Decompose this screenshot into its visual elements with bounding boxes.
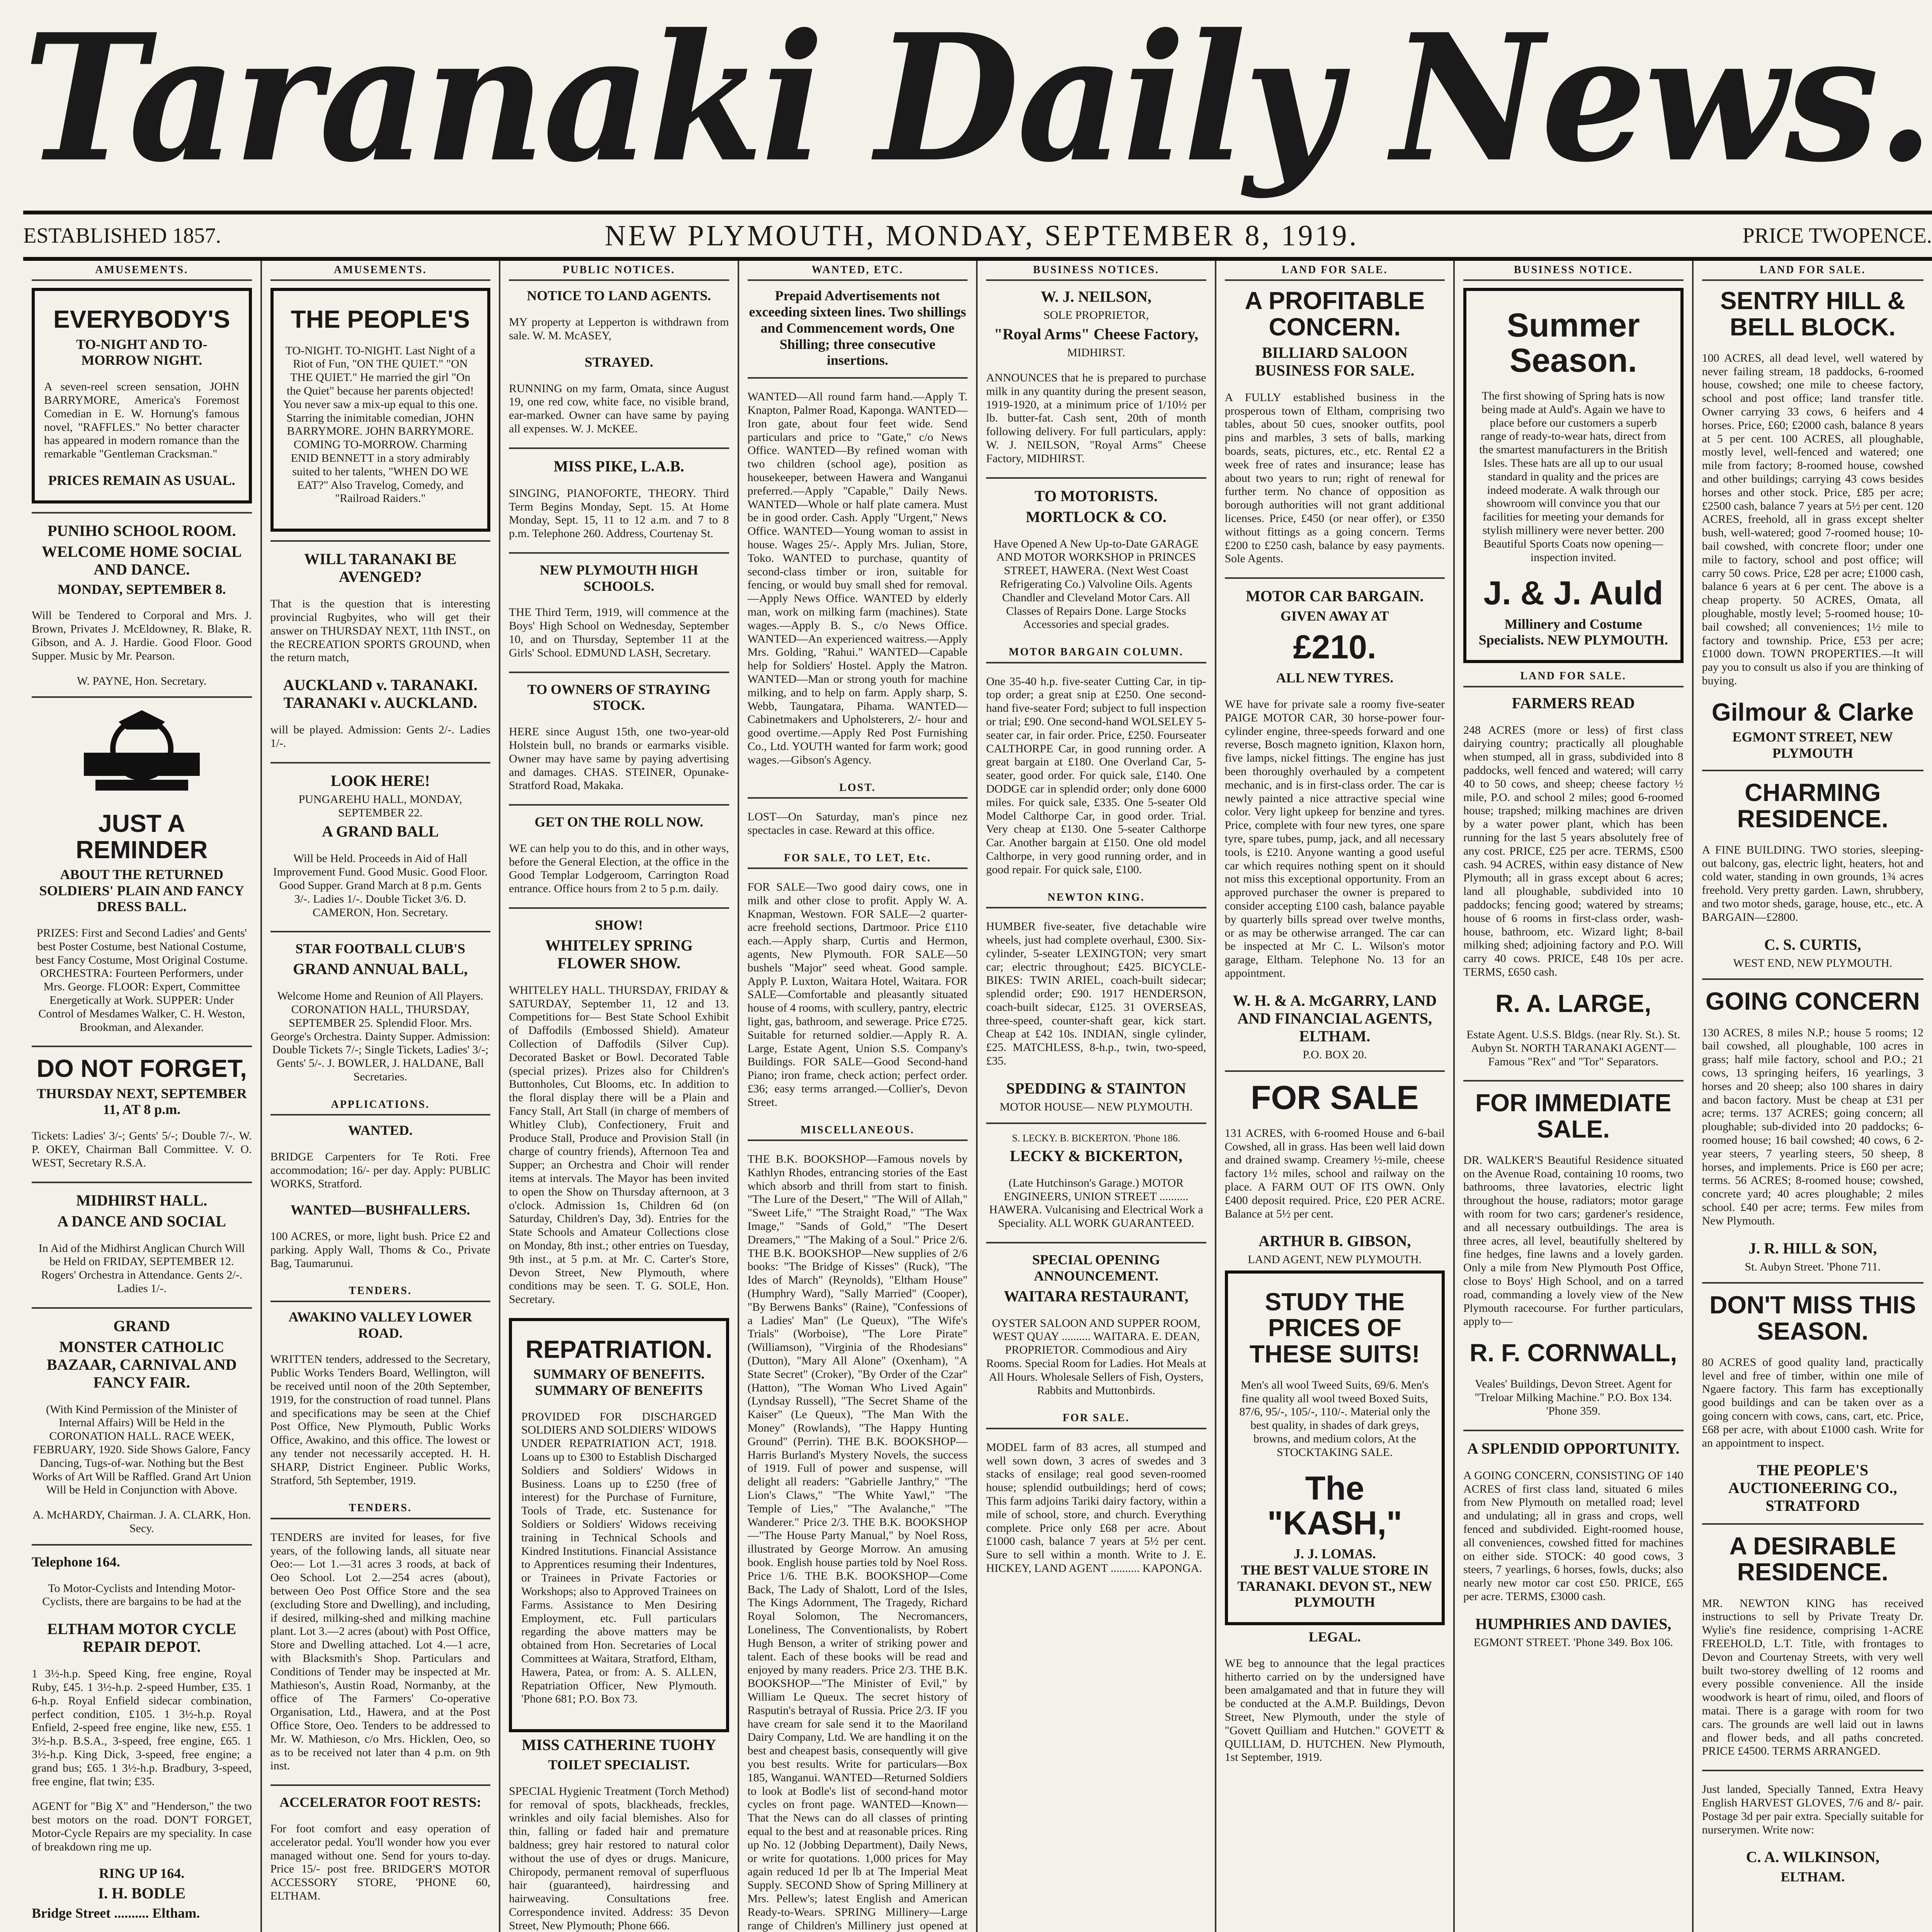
cornwall-body: Veales' Buildings, Devon Street. Agent for "Treloar Milking Machine." P.O. Box 134. 'Phone 359. (1475, 1378, 1672, 1417)
forsale-title: FOR SALE (1250, 1079, 1419, 1116)
section-heading: AMUSEMENTS. (270, 261, 491, 281)
section-heading: AMUSEMENTS. (32, 261, 252, 281)
auld-title: J. & J. Auld (1483, 575, 1663, 612)
bushfallers-heading: WANTED—BUSHFALLERS. (291, 1202, 470, 1218)
strayed-body: RUNNING on my farm, Omata, since August 19, one red cow, white face, no visible brand, ear-marked. Owner can have same by paying all expenses. W. J. McKEE. (509, 382, 729, 435)
legal-body: WE beg to announce that the legal practices hitherto carried on by the undersigned have been amalgamated and that in future they will be conducted at the A.M.P. Buildings, Devon Street, New Plymouth, under the style of "Govett Quilliam and Hutchen." GOVETT & QUILLIAM, D. HUTCHEN. New Plymouth, 1st September, 1919. (1225, 1656, 1445, 1764)
column-4 (739, 261, 978, 1932)
dnf-date: THURSDAY NEXT, SEPTEMBER 11, AT 8 p.m. (36, 1085, 247, 1117)
sentry-title: SENTRY HILL & BELL BLOCK. (1720, 287, 1905, 341)
eltham-signature: I. H. BODLE (98, 1884, 186, 1902)
strayed-heading: STRAYED. (584, 354, 653, 370)
puniho-date: MONDAY, SEPTEMBER 8. (58, 581, 226, 597)
columns (23, 261, 1932, 1932)
summer-title: Summer Season. (1507, 307, 1640, 379)
bargain-body: One 35-40 h.p. five-seater Cutting Car, in tip-top order; a great snip at £250. One second-hand five-seater Ford; subject to full inspection or trial; £90. One second-hand WOLSELEY 5-seater car, in fair order. Price, £250. Fourseater CALTHORPE Car, in good running order. A great bargain at £180. One Overland Car, 5-seater, good order. For quick sale, £140. One DODGE car in splendid order; only done 6000 miles. For quick sale, £335. One 5-seater Old Model Calthorpe Car, in good order. Trial. Very cheap at £130. One 5-seater Calthorpe Car. Another bargain at £150. One old model Calthorpe, in very good running order, and in good repair. For quick sale, £100. (986, 675, 1206, 876)
hickey-body: MODEL farm of 83 acres, all stumped and well sown down, 3 acres of swedes and 3 stacks of ensilage; real good seven-roomed house; splendid outbuildings; herd of cows; This farm adjoins Tariki dairy factory, within a mile of school, store, and church. Everything complete. Price only £68 per acre. About £1000 cash, balance 7 years at 5½ per cent. Sure to sell within a month. Write to J. E. HICKEY, LAND AGENT .......... KAPONGA. (986, 1440, 1206, 1575)
section-heading: MOTOR BARGAIN COLUMN. (986, 643, 1206, 663)
everybodys-ad (32, 288, 252, 503)
puniho-signature: W. PAYNE, Hon. Secretary. (77, 674, 207, 687)
immediate-body: DR. WALKER'S Beautiful Residence situated on the Avenue Road, containing 10 rooms, two bathrooms, three lavatories, electric light throughout the house, radiators; motor garage with room for two cars; gardener's residence, and all necessary outbuildings. The area is three acres, all level, beautifully sheltered by fine hedges, fine lawns and a lovely garden. Only a mile from New Plymouth Post Office, close to Boys' High School, and on a tarred road, commanding a lovely view of the New Plymouth racecourse. For further particulars, apply to— (1463, 1153, 1684, 1328)
motorcar-price: £210. (1293, 628, 1376, 666)
prepaid-notice: Prepaid Advertisements not exceeding sixteen lines. Two shillings and Commencement words, One Shilling; three consecutive insertions. (749, 288, 966, 368)
column-1 (23, 261, 262, 1932)
auld-ad (1463, 288, 1684, 663)
dnf-body: Tickets: Ladies' 3/-; Gents' 5/-; Double 7/-. W. P. OKEY, Chairman Ball Committee. V. O. WEST, Secretary R.S.A. (32, 1129, 252, 1169)
accelerator-body: For foot comfort and easy operation of accelerator pedal. You'll wonder how you ever managed without one. Send for yours to-day. Price 15/- post free. BRIDGER'S MOTOR ACCESSORY STORE, 'PHONE 60, ELTHAM. (270, 1822, 490, 1902)
miss-pike-body: SINGING, PIANOFORTE, THEORY. Third Term Begins Monday, Sept. 15. At Home Monday, Sept. 15, 11 to 12 a.m. and 7 to 8 p.m. Telephone 260. Address, Courtenay St. (509, 486, 729, 540)
spedding-title: SPEDDING & STAINTON (1006, 1079, 1186, 1097)
desirable-body: MR. NEWTON KING has received instructions to sell by Private Treaty Dr. Wylie's fine residence, comprising 1-ACRE FREEHOLD, L.T. Title, with frontages to Devon and Courtenay Streets, with very well built two-storey dwelling of 12 rooms and every possible convenience. All the inside woodwork is heart of rimu, oiled, and floors of matai. There is a garage with room for two cars. The grounds are well laid out in lawns and flower beds, and all paths concreted. PRICE £4500. TERMS ARRANGED. (1702, 1597, 1923, 1758)
land-agents-body: MY property at Lepperton is withdrawn from sale. W. M. McASEY, (509, 316, 729, 342)
masthead-word-1: Taranaki (23, 0, 822, 201)
repatriation-ad (509, 1318, 729, 1732)
tuohy-title: MISS CATHERINE TUOHY (522, 1736, 716, 1754)
going-title: GOING CONCERN (1705, 987, 1920, 1015)
section-heading: BUSINESS NOTICE. (1463, 261, 1684, 281)
peoples-ad (270, 288, 491, 532)
star-club: STAR FOOTBALL CLUB'S (295, 941, 465, 957)
splendid-body: A GOING CONCERN, CONSISTING OF 140 ACRES of first class land, situated 6 miles from New Plymouth on metalled road; level and undulating; all in grass and crops, well fenced and subdivided. Eight-roomed house, all conveniences, cowshed fitted for machines on either side. STOCK: 40 good cows, 3 steers, 7 yearlings, 6 horses, fowls, ducks; also nearly new motor car cost £50. PRICE, £65 per acre. TERMS, £3000 cash. (1463, 1469, 1684, 1603)
auld-body: Millinery and Costume Specialists. NEW PLYMOUTH. (1478, 616, 1668, 648)
straying-stock-heading: TO OWNERS OF STRAYING STOCK. (527, 681, 711, 713)
awakino-heading: AWAKINO VALLEY LOWER ROAD. (288, 1309, 472, 1341)
section-heading: LAND FOR SALE. (1463, 667, 1684, 687)
section-heading: TENDERS. (270, 1282, 491, 1302)
awakino-body: WRITTEN tenders, addressed to the Secretary, Public Works Tenders Board, Wellington, will be received until noon of the 20th September, 1919, for the construction of road tunnel. Plans and specifications may be seen at the Chief Post Office, New Plymouth, Public Works Office, Awakino, and this office. The lowest or any tender not necessarily accepted. H. H. SHARP, District Engineer. Public Works, Stratford, 5th September, 1919. (270, 1353, 490, 1487)
special-heading: SPECIAL OPENING ANNOUNCEMENT. (1032, 1252, 1160, 1284)
will-taranaki-title: WILL TARANAKI BE AVENGED? (304, 550, 457, 586)
grand-ball-body: Will be Held. Proceeds in Aid of Hall Improvement Fund. Good Music. Good Floor. Good Supper. Grand March at 8 p.m. Gents 3/-. Ladies 1/-. Double Ticket 3/6. D. CAMERON, Hon. Secretary. (273, 852, 488, 919)
roll-body: WE can help you to do this, and in other ways, before the General Election, at the office in the Good Templar Lodgeroom, Carrington Road entrance. Office hours from 2 to 5 p.m. daily. (509, 842, 729, 895)
section-heading: BUSINESS NOTICES. (986, 261, 1206, 281)
forsale-body: FOR SALE—Two good dairy cows, one in milk and other close to profit. Apply W. A. Knapman, Westown. FOR SALE—2 quarter-acre freehold sections, Dartmoor. Price £110 each.—Apply sharp, Curtis and Hermon, agents, New Plymouth. FOR SALE—50 bushels "Major" seed wheat. Good sample. Apply P. Luxton, Waitara Hotel, Waitara. FOR SALE—Comfortable and pleasantly situated house of 4 rooms, with scullery, pantry, electric light, gas, bathroom, and sewerage. Price £725. Suitable for returned soldier.—Apply R. A. Large, Estate Agent, Union S.S. Company's Buildings. FOR SALE—Good Second-hand Piano; iron frame, check action; perfect order. £36; easy terms arranged.—Collier's, Devon Street. (747, 881, 968, 1109)
farmers-body: 248 ACRES (more or less) of first class dairying country; practically all ploughable when stumped, all in grass, subdivided into 8 paddocks, well fenced and watered; will carry 40 to 50 cows, and sheep; cheese factory ½ mile, P.O. and school 2 miles; good 6-roomed house; trapshed; milking machines are driven by a water power plant, which has been running for the last 5 years absolutely free of any cost. PRICE, £25 per acre. TERMS, £500 cash. 94 ACRES, within easy distance of New Plymouth; all in grass except about 6 acres; land all ploughable, subdivided into 10 paddocks; fencing good; watered by streams; house of 6 rooms in first-class order, wash-house, bathroom, etc. Wizard light; 8-bail milking shed; adjoining factory and P.O. Will carry 40 cows. PRICE, £48 10s per acre. TERMS, £650 cash. (1463, 723, 1684, 979)
masthead-word-3: News. (1391, 0, 1932, 201)
hill-title: J. R. HILL & SON, (1748, 1239, 1877, 1257)
bushfallers-body: 100 ACRES, or more, light bush. Price £2 and parking. Apply Wall, Thoms & Co., Private Bag, Taumarunui. (270, 1230, 490, 1270)
eltham-ring: RING UP 164. (99, 1865, 185, 1881)
waitara-body: OYSTER SALOON AND SUPPER ROOM, WEST QUAY .......... WAITARA. E. DEAN, PROPRIETOR. Commodious and Airy Rooms. Special Room for Ladies. Hot Meals at All Hours. Wholesale Sellers of Fish, Oysters, Rabbits and Muttonbirds. (986, 1316, 1206, 1397)
give-away: GIVEN AWAY AT (1280, 608, 1389, 624)
kash-title: The "KASH," (1267, 1469, 1402, 1542)
ad-body: TO-NIGHT. TO-NIGHT. Last Night of a Riot of Fun, "ON THE QUIET." "ON THE QUIET." He married the girl "On the Quiet" because her parents objected! You never saw a mix-up equal to this one. Starring the inimitable comedian, JOHN BARRYMORE. JOHN BARRYMORE. COMING TO-MORROW. Charming ENID BENNETT in a story admirably suited to her talents, "WHEN DO WE EAT?" Also Travelog, Comedy, and "Railroad Raiders." (283, 344, 478, 505)
wanted-body: BRIDGE Carpenters for Te Roti. Free accommodation; 16/- per day. Apply: PUBLIC WORKS, Stratford. (270, 1150, 490, 1190)
will-taranaki-admission: will be played. Admission: Gents 2/-. Ladies 1/-. (270, 723, 490, 750)
rsa-badge-icon (72, 706, 211, 803)
tuohy-body: SPECIAL Hygienic Treatment (Torch Method) for removal of spots, blackheads, freckles, wrinkles and oily facial blemishes. Also for thin, falling or faded hair and premature baldness; grey hair restored to natural color without the use of dyes or drugs. Manicure, Chiropody, permanent removal of superfluous hair (guaranteed), hairdressing and hairweaving. Consultations free. Correspondence invited. Address: 35 Devon Street, New Plymouth; Phone 666. (509, 1784, 729, 1932)
section-heading: WANTED, ETC. (748, 261, 968, 281)
charming-body: A FINE BUILDING. TWO stories, sleeping-out balcony, gas, electric light, heaters, hot and cold water, standing in own grounds, 1¾ acres freehold. Very pretty garden. Lawn, shrubbery, and two motor sheds, garage, house, etc., etc. A BARGAIN—£2800. (1702, 843, 1923, 923)
dontmiss-title: DON'T MISS THIS SEASON. (1709, 1291, 1916, 1345)
gloves-body: Just landed, Specially Tanned, Extra Heavy English HARVEST GLOVES, 7/6 and 8/- pair. Postage 3d per pair extra. Specially suitable for nurserymen. Write now: (1702, 1783, 1923, 1836)
whiteley-title: WHITELEY SPRING FLOWER SHOW. (545, 936, 693, 972)
neilson-name: W. J. NEILSON, (1041, 288, 1151, 306)
mortlock-title: MORTLOCK & CO. (1026, 508, 1167, 526)
straying-stock-body: HERE since August 15th, one two-year-old Holstein bull, no brands or earmarks visible. Owner may have same by paying advertising and damages. CHAS. STEINER, Opunake-Stratford Road, Makaka. (509, 725, 729, 792)
accelerator-heading: ACCELERATOR FOOT RESTS: (279, 1794, 481, 1810)
section-heading: FOR SALE. (986, 1409, 1206, 1429)
charming-title: CHARMING RESIDENCE. (1737, 779, 1888, 833)
eltham-agent: AGENT for "Big X" and "Henderson," the two best motors on the road. DON'T FORGET, Motor-Cycle Repairs are my speciality. In case of breakdown ring me up. (32, 1800, 252, 1853)
going-body: 130 ACRES, 8 miles N.P.; house 5 rooms; 12 bail cowshed, all ploughable, 100 acres in grass; half mile factory, school and P.O.; 21 cows, 13 springing heifers, 16 yearlings, 3 horses and 20 sheep; also 100 shares in dairy and bacon factory. Must be cheap at £31 per acre; terms. 137 ACRES; going concern; all ploughable; sub-divided into 20 paddocks; 6-roomed house; 16 bail cowshed; 40 cows, 6 2-year steers, 7 yearling steers, 50 sheep, 8 horses, and implements. Price is £60 per acre; terms. 56 ACRES; 8-roomed house; cowshed, concrete yard; 40 acres ploughable; 2 miles school. £40 per acre; terms. Few miles from New Plymouth. (1702, 1026, 1923, 1227)
gilmour-title: Gilmour & Clarke (1711, 698, 1914, 726)
curtis-title: C. S. CURTIS, (1764, 935, 1861, 953)
midhirst-body: In Aid of the Midhirst Anglican Church Will be Held on FRIDAY, SEPTEMBER 12. Rogers' Orchestra in Attendance. Gents 2/-. Ladies 1/-. (38, 1242, 245, 1295)
gilmour-body: EGMONT STREET, NEW PLYMOUTH (1732, 729, 1893, 761)
miss-pike-title: MISS PIKE, L.A.B. (553, 457, 684, 475)
neilson-role: SOLE PROPRIETOR, (1043, 309, 1149, 322)
puniho-title: WELCOME HOME SOCIAL AND DANCE. (41, 543, 242, 578)
eltham-address: Bridge Street .......... Eltham. (32, 1905, 200, 1921)
dontmiss-body: 80 ACRES of good quality land, practically level and free of timber, within one mile of Ngaere factory. This farm has exceptionally good buildings and can be taken over as a going concern with cows, cans, cart, etc. Price, £68 per acre, with about £1000 cash. Write for an appointment to inspect. (1702, 1355, 1923, 1449)
new-tyres: ALL NEW TYRES. (1276, 670, 1394, 686)
lecky-signatures: S. LECKY. B. BICKERTON. 'Phone 186. (1012, 1132, 1180, 1144)
high-schools-body: THE Third Term, 1919, will commence at the Boys' High School on Wednesday, September 10, and on Thursday, September 11 at the Girls' School. EDMUND LASH, Secretary. (509, 606, 729, 659)
oeo-tenders-body: TENDERS are invited for leases, for five years, of the following lands, all situate near Oeo:— Lot 1.—31 acres 3 roods, at back of Oeo School. Lot 2.—254 acres (about), between Oeo Post Office Store and the sea (excluding Store and Dwelling), and including, if desired, milking-shed and milking machine plant. Lot 3.—2 acres (about) with Post Office, Store and Dwelling attached. Lot 4.—1 acre, with Blacksmith's Shop. Particulars and Conditions of Tender may be inspected at Mr. Mathieson's, Austin Road, Normanby, at the office of The Farmers' Co-operative Organisation, Ltd., Hawera, and at the Post Office Store, Oeo. Tenders to be addressed to Mr. W. Mathieson, c/o Mrs. Hicklen, Oeo, so as to be received not later than 4 p.m. on 9th inst. (270, 1531, 490, 1772)
motorcar-body: WE have for private sale a roomy five-seater PAIGE MOTOR CAR, 30 horse-power four-cylinder engine, three-speeds forward and one reverse, Bosch magneto ignition, Klaxon horn, five lamps, nickel fittings. The engine has just been thoroughly overhauled by a competent mechanic, and is in first-class order. The car is newly painted a nice attractive special wine color. Very light upkeep for benzine and tyres. Price, complete with four new tyres, one spare tyre, spare tubes, pump, jack, and all necessary tools, is £210. Anyone wanting a good useful car which requires nothing spent on it should not miss this exceptional opportunity. From an approved purchaser the owner is prepared to consider accepting £100 cash, balance payable by quarterly bills spread over twelve months, or as may be otherwise arranged. The car can be inspected at Mr C. L. Wilson's motor garage, Eltham. Telephone No. 13 for an appointment. (1225, 698, 1445, 980)
study-body: Men's all wool Tweed Suits, 69/6. Men's fine quality all wool tweed Boxed Suits, 87/6, 95/-, 105/-, 110/-. Material only the best quality, in shades of dark greys, browns, and medium colors, At the STOCKTAKING SALE. (1239, 1378, 1430, 1459)
lecky-title: LECKY & BICKERTON, (1010, 1147, 1182, 1165)
midhirst-heading: MIDHIRST HALL. (76, 1191, 207, 1209)
reminder-prizes: PRIZES: First and Second Ladies' and Gents' best Poster Costume, best National Costume, best Fancy Costume, Most Original Costume. ORCHESTRA: Fourteen Performers, under Mrs. George. FLOOR: Expert, Committee Energetically at Work. SUPPER: Under Control of Mesdames Walker, C. H. Weston, Brookman, and Alexander. (36, 927, 248, 1034)
wanted-heading: WANTED. (348, 1122, 413, 1138)
kash-ad (1225, 1270, 1445, 1625)
neilson-body: ANNOUNCES that he is prepared to purchase milk in any quantity during the present season, 1919-1920, at a minimum price of 1/10½ per lb. butter-fat. Cash sent, 20th of month following delivery. For full particulars, apply: W. J. NEILSON, "Royal Arms" Cheese Factory, MIDHIRST. (986, 371, 1206, 465)
ad-title: THE PEOPLE'S (291, 305, 470, 333)
section-heading: LAND FOR SALE. (1702, 261, 1924, 281)
miscellaneous-body: THE B.K. BOOKSHOP—Famous novels by Kathlyn Rhodes, entrancing stories of the East which absorb and thrill from start to finish. "The Lure of the Desert," "The Will of Allah," "Sweet Life," "The Straight Road," "The Wax Image," "Sands of Gold," "The Desert Dreamers," "The Making of a Soul." Price 2/6. THE B.K. BOOKSHOP—New supplies of 2/6 books: "The Bridge of Kisses" (Ruck), "The Ides of March" (Reynolds), "Eltham House" (Humphry Ward), "Sally Married" (Cooper), "By Berwens Banks" (Raine), "Confessions of a Ladies' Man" (Le Queux), "The Wife's Trials" (Worboise), "The Lore Pirate" (Williamson), "Virginia of the Rhodesians" (Dutton), "Mary All Alone" (Oxenham), "A State Secret" (Croker), "By Order of the Czar" (Hatton), "The Woman Who Lived Again" (Lyndsay Russell), "The Secret Shame of the Kaiser" (Le Queux), "The Man With the Money" (Rowlands), "The Happy Hunting Ground" (Perrin). THE B.K. BOOKSHOP—Harris Burland's Mystery Novels, the success of 1919. Full of power and suspense, will delight all readers: "Gabrielle Janthry," "The Lion's Claws," "The White Yawl," "The Temple of Lies," "The Avalanche," "The Wanderer." Price 2/3. THE B.K. BOOKSHOP—"The House Party Manual," by Noel Ross, illustrated by George Morrow. An amusing book. English house parties told by Noel Ross. Price 1/6. THE B.K. BOOKSHOP—Come Back, The Lady of Shalott, Lord of the Isles, The Kings Adornment, The Tragedy, Richard Royal Solomon, The Necromancers, Loneliness, The Conventionalists, by Robert Hugh Benson, a writer of striking power and talent. Each of these books will be read and enjoyed by many readers. Price 2/3. THE B.K. BOOKSHOP—"The Minister of Evil," by William Le Queux. The secret history of Rasputin's betrayal of Russia. Price 2/3. IF you have cream for sale send it to the Maoriland Dairy Company, Ltd. We are handling it on the best and cheapest basis, consequently will give you best results. Write for particulars—Box 185, Wanganui. WANTED—Returned Soldiers to look at Bodle's list of second-hand motor cycles on front page. WANTED—Known—That the News can do all classes of printing equal to the best and at reasonable prices. Ring up No. 12 (Jobbing Department), Daily News, or write for quotations. 1,000 prices for May again reduced 1d per lb at The Imperial Meat Supply. SECOND Show of Spring Millinery at Mrs. Pellew's; latest English and American Ready-to-Wears. SPRING Millinery—Large range of Children's Millinery just opened at (747, 1153, 968, 1932)
section-heading: FOR SALE, TO LET, Etc. (748, 849, 968, 869)
will-taranaki-match: AUCKLAND v. TARANAKI. TARANAKI v. AUCKLAND. (283, 676, 478, 712)
high-schools-heading: NEW PLYMOUTH HIGH SCHOOLS. (539, 562, 698, 594)
farmers-title: FARMERS READ (1512, 694, 1635, 712)
gibson-body: LAND AGENT, NEW PLYMOUTH. (1248, 1253, 1422, 1266)
annual-ball-body: Welcome Home and Reunion of All Players. CORONATION HALL, THURSDAY, SEPTEMBER 25. Splendid Floor. Mrs. George's Orchestra. Dainty Supper. Admission: Double Tickets 7/-; Single Tickets, Ladies' 3/-; Gents' 5/-. J. BOWLER, J. HALDANE, Ball Secretaries. (270, 990, 490, 1083)
section-heading: APPLICATIONS. (270, 1095, 491, 1116)
peoples-auction-title: THE PEOPLE'S AUCTIONEERING CO., STRATFORD (1728, 1461, 1897, 1515)
eltham-telephone: Telephone 164. (32, 1554, 120, 1570)
large-title: R. A. LARGE, (1495, 989, 1651, 1017)
ad-footer: PRICES REMAIN AS USUAL. (48, 472, 235, 488)
humphries-title: HUMPHRIES AND DAVIES, (1475, 1615, 1672, 1633)
masthead (23, 0, 1932, 201)
kash-name: J. J. LOMAS. (1293, 1546, 1376, 1562)
mcgarry-box: P.O. BOX 20. (1303, 1048, 1367, 1061)
look-here: LOOK HERE! (330, 772, 430, 789)
wilkinson-place: ELTHAM. (1781, 1869, 1845, 1885)
mortlock-body: Have Opened A New Up-to-Date GARAGE AND MOTOR WORKSHOP in PRINCES STREET, HAWERA. (Next West Coast Refrigerating Co.) Valvoline Oils. Agents Chandler and Cleveland Motor Cars. All Classes of Repairs Done. Large Stocks Accessories and special grades. (993, 537, 1199, 631)
ad-body: A seven-reel screen sensation, JOHN BARRYMORE, America's Foremost Comedian in E. W. Hornung's famous novel, "RAFFLES." No better character has appeared in modern romance than the remarkable "Gentleman Cracksman." (44, 380, 240, 461)
repatriation-body: PROVIDED FOR DISCHARGED SOLDIERS AND SOLDIERS' WIDOWS UNDER REPATRIATION ACT, 1918. Loans up to £300 to Establish Discharged Soldiers and Soldiers' Widows in Business. Loans up to £250 (free of interest) for the Purchase of Furniture, Tools of Trade, etc. Sustenance for Soldiers or Soldiers' Widows receiving training in Technical Schools and Kindred Institutions. Financial Assistance to Apprentices resuming their Indentures, or Trainees in Private Factories or Workshops; also to Approved Trainees on Farms. Assistance to Men Desiring Employment, etc. Full particulars regarding the above matters may be obtained from Hon. Secretaries of Local Committees at Waitara, Stratford, Eltham, Hawera, Patea, or from: A. S. ALLEN, Repatriation Officer, New Plymouth. 'Phone 681; P.O. Box 73. (521, 1410, 717, 1706)
bazaar-title: MONSTER CATHOLIC BAZAAR, CARNIVAL AND FANCY FAIR. (46, 1338, 237, 1391)
bazaar-signature: A. McHARDY, Chairman. J. A. CLARK, Hon. Secy. (32, 1509, 251, 1535)
puniho-body: Will be Tendered to Corporal and Mrs. J. Brown, Privates J. McEldowney, R. Blake, R. Gibson, and A. J. Hardie. Good Floor. Good Supper. Music by Mr. Pearson. (32, 609, 252, 662)
eltham-list: 1 3½-h.p. Speed King, free engine, Royal Ruby, £45. 1 3½-h.p. 2-speed Humber, £35. 1 6-h.p. Royal Enfield sidecar combination, perfect condition, £105. 1 3½-h.p. Royal Enfield, 2-speed free engine, like new, £55. 1 3½-h.p. B.S.A., 3-speed, free engine, £65. 1 3½-h.p. King Dick, 3-speed, free engine; a grand bus; £65. 1 3½-h.p. Bradbury, 3-speed, free engine, flat twin; £35. (32, 1667, 252, 1788)
reminder-title: JUST A REMINDER (76, 810, 208, 864)
ad-title: EVERYBODY'S (53, 305, 230, 333)
legal-heading: LEGAL. (1308, 1629, 1361, 1645)
land-agents-heading: NOTICE TO LAND AGENTS. (527, 288, 711, 304)
humphries-body: EGMONT STREET. 'Phone 349. Box 106. (1473, 1636, 1673, 1649)
profitable-title: A PROFITABLE CONCERN. (1245, 287, 1425, 341)
roll-heading: GET ON THE ROLL NOW. (534, 814, 703, 830)
motorcar-title: MOTOR CAR BARGAIN. (1246, 587, 1424, 605)
tuohy-subtitle: TOILET SPECIALIST. (548, 1757, 690, 1773)
repatriation-title: REPATRIATION. (525, 1335, 713, 1363)
puniho-heading: PUNIHO SCHOOL ROOM. (47, 522, 236, 539)
column-3 (500, 261, 739, 1932)
whiteley-body: WHITELEY HALL. THURSDAY, FRIDAY & SATURDAY, September 11, 12 and 13. Competitions for— Best State School Exhibit of Daffodils (Embossed Shield). Amateur Collection of Daffodils (Silver Cup). Decorated Basket or Bowl. Decorated Table (special prizes). Prizes also for Children's Buttonholes, Cut Blooms, etc. In addition to the floral display there will be a Plain and Fancy Stall, Art Stall (in charge of members of Whitley Club), Confectionery, Fruit and Produce Stall, Produce and Provision Stall (in charge of country friends), Afternoon Tea and Supper; an Orchestra and Choir will render items at intervals. The Mayor has been invited to open the Show on Thursday afternoon, at 3 o'clock. Admission 1s, Children 6d (on Saturday, Children's Day, 3d). Entries for the State Schools and Amateur Collections close on Monday, 8th inst.; other entries on Tuesday, 9th inst., at 5 p.m. at Mr. C. Carter's Store, Devon Street, New Plymouth, where conditions may be seen. T. G. SOLE, Hon. Secretary. (509, 983, 729, 1306)
mcgarry-title: W. H. & A. McGARRY, LAND AND FINANCIAL AGENTS, ELTHAM. (1233, 992, 1437, 1045)
pungarehu: PUNGAREHU HALL, MONDAY, SEPTEMBER 22. (298, 793, 462, 819)
splendid-title: A SPLENDID OPPORTUNITY. (1467, 1439, 1680, 1457)
large-body: Estate Agent. U.S.S. Bldgs. (near Rly. St.). St. Aubyn St. NORTH TARANAKI AGENT— Famous "Rex" and "Tor" Separators. (1466, 1028, 1680, 1068)
motorists-heading: TO MOTORISTS. (1034, 487, 1158, 505)
section-heading: LAND FOR SALE. (1225, 261, 1445, 281)
section-heading: MISCELLANEOUS. (748, 1121, 968, 1141)
billiard-body: A FULLY established business in the prosperous town of Eltham, comprising two tables, about 50 cues, snooker outfits, pool pins and marbles, 3 sets of balls, marking boards, seats, pictures, etc., etc. Rental £2 a week free of rates and insurance; lease has about two years to run; right of renewal for further term. No chance of opposition as borough authorities will not grant additional licenses. Price, £450 (or near offer), or £350 without fittings as a going concern. Terms £200 to £250 cash, balance by easy payments. Sole Agents. (1225, 391, 1445, 565)
midhirst-title: A DANCE AND SOCIAL (57, 1212, 226, 1230)
desirable-title: A DESIRABLE RESIDENCE. (1729, 1532, 1896, 1586)
ad-subtitle: TO-NIGHT AND TO-MORROW NIGHT. (76, 336, 207, 368)
spedding-body: MOTOR HOUSE— NEW PLYMOUTH. (1000, 1100, 1193, 1113)
forsale-body: 131 ACRES, with 6-roomed House and 6-bail Cowshed, all in grass. Has been well laid down and drained swamp. Creamery ½-mile, cheese factory 1½ miles, school and railway on the place. A FARM OUT OF ITS OWN. Only £400 deposit required. Price, £20 PER ACRE. Balance at 5½ per cent. (1225, 1126, 1445, 1220)
bazaar-heading: GRAND (113, 1317, 170, 1335)
lost-body: LOST—On Saturday, man's pince nez spectacles in case. Reward at this office. (747, 810, 968, 837)
reminder-subtitle: ABOUT THE RETURNED SOLDIERS' PLAIN AND FANCY DRESS BALL. (39, 866, 244, 915)
neilson-place: MIDHIRST. (1067, 346, 1125, 359)
eltham-title: ELTHAM MOTOR CYCLE REPAIR DEPOT. (47, 1620, 236, 1656)
place-date: NEW PLYMOUTH, MONDAY, SEPTEMBER 8, 1919. (604, 219, 1359, 252)
do-not-forget: DO NOT FORGET, (36, 1054, 247, 1083)
dateline (23, 211, 1932, 261)
bazaar-body: (With Kind Permission of the Minister of Internal Affairs) Will be Held in the CORONATION HALL. RACE WEEK, FEBRUARY, 1920. Side Shows Galore, Fancy Dancing, Tugs-of-war. Nothing but the Best Works of Art Will be Raffled. Grand Art Union Will be Held in Conjunction with Above. (32, 1403, 251, 1497)
masthead-word-2: Daily (875, 0, 1338, 201)
column-2 (262, 261, 501, 1932)
column-7 (1455, 261, 1694, 1932)
sentry-body: 100 ACRES, all dead level, well watered by never failing stream, 18 paddocks, 6-roomed house, cowshed; one mile to cheese factory, school and post office; land transfer title. Owner carrying 33 cows, 6 heifers and 4 horses. Price, £60; £2000 cash, balance 8 years at 5 per cent. 100 ACRES, all ploughable, mostly level, well-fenced and watered; one mile from factory; 8-roomed house, cowshed and other buildings; carrying 43 cows besides horses and other stock. Price, £85 per acre; £2500 cash, balance 7 years at 5½ per cent. 120 ACRES, freehold, all in grass except shelter bush, well-watered; good 7-roomed house; 10-bail cowshed, with concrete floor; under one mile to factory, school and post office; will carry 50 cows. Price, £28 per acre; £1000 cash, balance 6 years at 6 per cent. The above is a cheap property. 50 ACRES, Omata, all ploughable, mostly level; 5-roomed house; 10-bail cowshed; all conveniences; 1½ mile to factory and township. Price, £53 per acre; £1000 down. TOWN PROPERTIES.—It will pay you to consult us also if you are thinking of buying. (1702, 351, 1923, 687)
billiard-title: BILLIARD SALOON BUSINESS FOR SALE. (1255, 344, 1415, 379)
curtis-body: WEST END, NEW PLYMOUTH. (1733, 956, 1893, 969)
wilkinson-title: C. A. WILKINSON, (1746, 1848, 1879, 1866)
column-5 (978, 261, 1216, 1932)
lecky-body: (Late Hutchinson's Garage.) MOTOR ENGINEERS, UNION STREET .......... HAWERA. Vulcanising and Electrical Work a Speciality. ALL WORK GUARANTEED. (989, 1176, 1203, 1230)
waitara-title: WAITARA RESTAURANT, (1003, 1287, 1189, 1305)
summer-body: The first showing of Spring hats is now being made at Auld's. Again we have to place before our customers a superb range of ready-to-wear hats, direct from the smartest manufacturers in the British Isles. These hats are all up to our usual standard in quality and the prices are indeed moderate. A walk through our showroom will convince you that our facilities for meeting your demands for stylish millinery were never better. 200 Beautiful Sports Coats now opening—inspection invited. (1479, 389, 1668, 564)
cornwall-title: R. F. CORNWALL, (1469, 1339, 1677, 1367)
section-heading: TENDERS. (270, 1499, 491, 1519)
wanted-list: WANTED—All round farm hand.—Apply T. Knapton, Palmer Road, Kaponga. WANTED—Iron gate, about four feet wide. Send particulars and price to "Gate," c/o News Office. WANTED—By refined woman with two children (school age), position as housekeeper, between Hawera and Wanganui preferred.—Apply "Capable," Daily News. WANTED—Whole or half plate camera. Must be in good order. Cash. Apply "Urgent," News Office. WANTED—Young woman to assist in house. Wages 25/-. Apply Mrs. Julian, Store, Toko. WANTED to purchase, quantity of second-class timber or iron, suitable for fencing, or would buy small shed for removal.—Apply News Office. WANTED by elderly man, work on milking farm (machines). State wages.—Apply B. S., c/o News Office. WANTED—An experienced waitress.—Apply Mrs. Golding, "Rahui." WANTED—Capable help for Soldiers' Hostel. Apply the Matron. WANTED—Man or strong youth for machine milking, and to help on farm. Apply sharp, S. Webb, Taungatara, Pihama. WANTED—Cabinetmakers and Upholsterers, 2/- hour and good overtime.—Apply Red Post Furnishing Co., Ltd. YOUTH wanted for farm work; good wages.—Gibson's Agency. (747, 390, 968, 766)
hill-body: St. Aubyn Street. 'Phone 711. (1745, 1260, 1881, 1273)
eltham-intro: To Motor-Cyclists and Intending Motor-Cyclists, there are bargains to be had at the (42, 1582, 242, 1608)
section-heading: PUBLIC NOTICES. (509, 261, 729, 281)
grand-ball-title: A GRAND BALL (322, 823, 439, 840)
will-taranaki-body: That is the question that is interesting provincial Rugbyites, who will get their answer on THURSDAY NEXT, 11th INST., on the RECREATION SPORTS GROUND, when the return match, (270, 597, 490, 664)
annual-ball-title: GRAND ANNUAL BALL, (293, 960, 468, 978)
study-title: STUDY THE PRICES OF THESE SUITS! (1249, 1288, 1420, 1368)
show-heading: SHOW! (595, 917, 643, 933)
established: ESTABLISHED 1857. (23, 224, 221, 248)
newton-king-body: HUMBER five-seater, five detachable wire wheels, just had complete overhaul, £300. Six-cylinder, 5-seater LEXINGTON; very smart car; electric throughout; £425. BICYCLE-BIKES: TWIN ARIEL, coach-built sidecar; splendid order; £90. 1917 HENDERSON, coach-built sidecar, £125. 31 OVERSEAS, three-speed, counter-shaft gear, kick start. Cheap at £42 10s. INDIAN, single cylinder, £25. MATCHLESS, 8-h.p., twin, two-speed, £35. (986, 920, 1206, 1068)
section-heading: NEWTON KING. (986, 888, 1206, 908)
neilson-factory: "Royal Arms" Cheese Factory, (994, 325, 1199, 343)
section-heading: LOST. (748, 779, 968, 799)
column-6 (1216, 261, 1455, 1932)
column-8 (1694, 261, 1932, 1932)
price: PRICE TWOPENCE. (1742, 224, 1932, 248)
immediate-title: FOR IMMEDIATE SALE. (1475, 1089, 1672, 1143)
kash-body: THE BEST VALUE STORE IN TARANAKI. DEVON ST., NEW PLYMOUTH (1237, 1562, 1432, 1610)
gibson-title: ARTHUR B. GIBSON, (1259, 1232, 1411, 1250)
repatriation-subtitle: SUMMARY OF BENEFITS. SUMMARY OF BENEFITS (533, 1366, 705, 1398)
